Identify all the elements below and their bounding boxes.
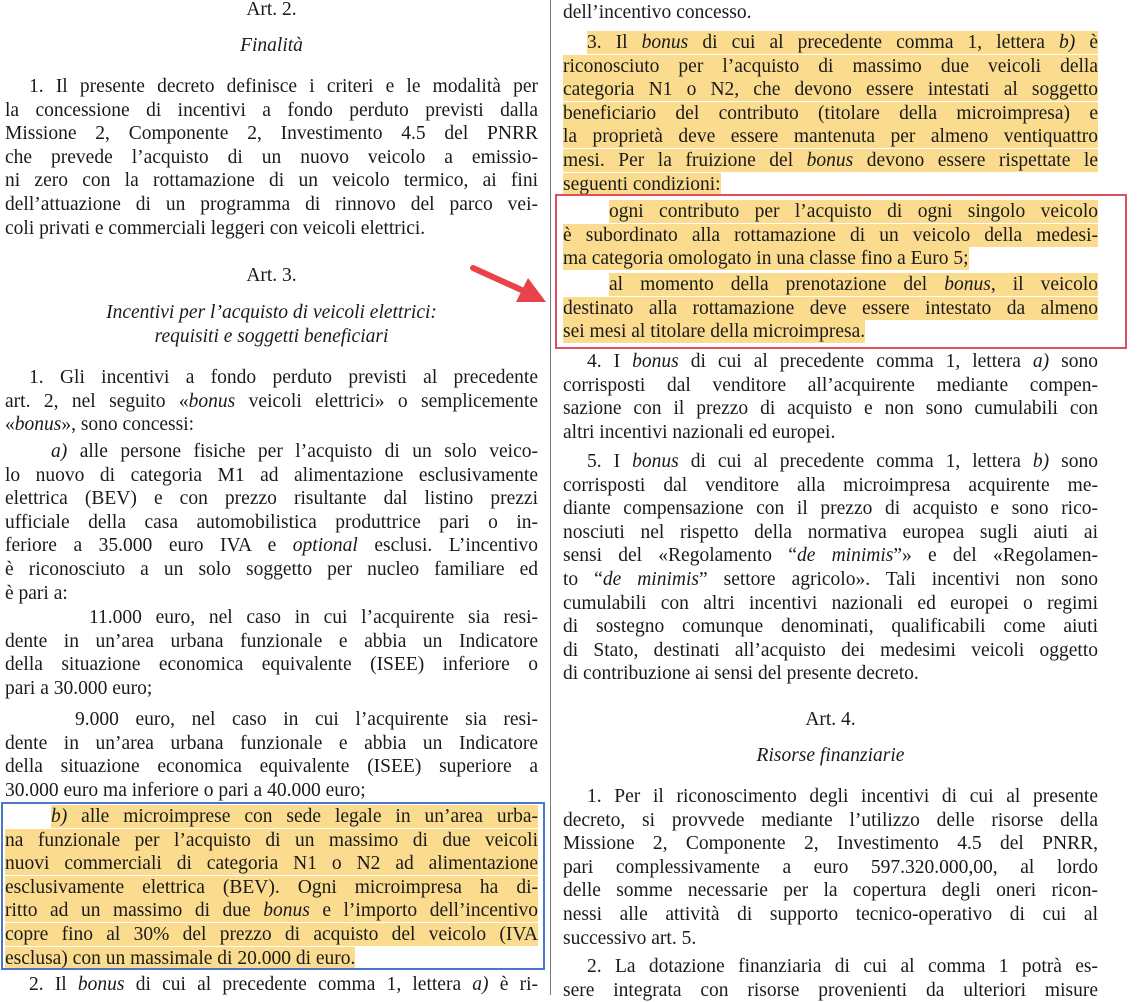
text-line: Missione 2, Componente 2, Investimento 4.5 del PNRR: [5, 123, 538, 145]
text-line: [563, 31, 1098, 55]
highlight: mesi. Per la fruizione del bonus devono essere rispettate le: [563, 149, 1098, 171]
text-line: dente in un’area urbana funzionale e abbia un Indicatore: [5, 732, 538, 754]
text-line: di sostegno comunque denominati, qualificabili come aiuti: [563, 616, 1098, 638]
text-line: coli privati e commerciali leggeri con veicoli elettrici.: [5, 217, 426, 239]
art4-subtitle: Risorse finanziarie: [756, 745, 905, 766]
text-line: nosciuti nel rispetto della normativa europea sugli aiuti ai: [563, 521, 1098, 543]
art3-paragraph-1: [5, 366, 538, 437]
text-line: feriore a 35.000 euro IVA e optional esclusi. L’incentivo: [5, 535, 538, 557]
text-line: pari complessivamente a euro 597.320.000,00, al lordo: [563, 856, 1098, 878]
text-line: corrisposti dal venditore alla microimpresa acquirente me-: [563, 474, 1098, 496]
highlight: beneficiario del contributo (titolare della microimpresa) e: [563, 102, 1098, 124]
art4-title: Art. 4.: [805, 709, 856, 730]
text-line: sere integrata con risorse provenienti da ulteriori misure: [563, 979, 1098, 1001]
text-line: cumulabili con altri incentivi nazionali ed europei o regimi: [563, 592, 1098, 614]
art3-subtitle-line-1: Incentivi per l’acquisto di veicoli elettrici:: [106, 302, 437, 323]
text-line: 5. I bonus di cui al precedente comma 1, lettera b) sono: [587, 451, 1099, 472]
art3-paragraph-5: [563, 450, 1098, 686]
highlight: esclusa) con un massimale di 20.000 di euro.: [5, 947, 356, 969]
art2-title: Art. 2.: [246, 0, 297, 20]
art3-title: Art. 3.: [246, 265, 297, 286]
text-line: [563, 78, 1098, 102]
text-line: dell’attuazione di un programma di rinnovo del parco vei-: [5, 193, 538, 215]
highlight: esclusivamente elettrica (BEV). Ogni microimpresa ha di-: [5, 876, 538, 898]
highlight: destinato alla rottamazione deve essere intestato da almeno: [563, 297, 1098, 319]
red-arrow-icon: [468, 262, 550, 310]
text-line: 11.000 euro, nel caso in cui l’acquirente sia resi-: [89, 607, 538, 628]
text-line: diante compensazione con il prezzo di acquisto e sono rico-: [563, 498, 1098, 520]
highlight: categoria N1 o N2, che devono essere intestati al soggetto: [563, 79, 1098, 101]
text-line: è pari a:: [5, 582, 68, 604]
text-line: elettrica (BEV) e con prezzo risultante dal listino prezzi: [5, 488, 538, 510]
text-line: ni zero con la rottamazione di un veicolo termico, ai fini: [5, 170, 538, 192]
text-line: è riconosciuto a un solo soggetto per nucleo familiare ed: [5, 558, 538, 580]
highlight: ogni contributo per l’acquisto di ogni singolo veicolo: [609, 201, 1098, 222]
text-line: delle somme necessarie per la copertura degli oneri ricon-: [563, 880, 1098, 902]
text-line: art. 2, nel seguito «bonus veicoli elettrici» o semplicemente: [5, 390, 538, 412]
text-line: la concessione di incentivi a fondo perduto previsti dalla: [5, 99, 538, 121]
highlight: 3. Il bonus di cui al precedente comma 1, lettera b) è: [587, 32, 1099, 53]
highlight: copre fino al 30% del prezzo di acquisto del veicolo (IVA: [5, 923, 538, 945]
text-line: 1. Per il riconoscimento degli incentivi di cui al presente: [587, 786, 1098, 807]
text-line: [563, 125, 1098, 149]
text-line: to “de minimis” settore agricolo». Tali incentivi non sono: [563, 568, 1099, 590]
text-line: della situazione economica equivalente (ISEE) superiore a: [5, 756, 538, 778]
text-line: nessi alle attività di supporto tecnico-operativo di cui al: [563, 903, 1098, 925]
text-line: che prevede l’acquisto di un nuovo veicolo a emissio-: [5, 146, 538, 168]
text-line: corrisposti dal venditore all’acquirente mediante compen-: [563, 374, 1098, 396]
text-line: [563, 102, 1098, 126]
text-line: 1. Gli incentivi a fondo perduto previsti al precedente: [29, 367, 538, 388]
art2-paragraph-1: [5, 75, 538, 240]
text-line: pari a 30.000 euro;: [5, 677, 153, 699]
highlight: seguenti condizioni:: [563, 173, 721, 195]
art3-paragraph-4: [563, 350, 1098, 444]
text-line: 1. Il presente decreto definisce i criteri e le modalità per: [29, 76, 538, 97]
text-line: 2. Il bonus di cui al precedente comma 1, lettera a) è ri-: [29, 974, 538, 995]
text-line: decreto, si provvede mediante l’utilizzo delle risorse della: [563, 809, 1098, 831]
blue-annotation-box: [1, 802, 545, 970]
art3-a-item-1: [5, 606, 538, 700]
continuation-line: dell’incentivo concesso.: [563, 2, 752, 23]
text-line: altri incentivi nazionali ed europei.: [563, 421, 836, 443]
text-line: «bonus», sono concessi:: [5, 414, 195, 436]
highlight: sei mesi al titolare della microimpresa.: [563, 321, 866, 343]
highlight: la proprietà deve essere mantenuta per almeno ventiquattro: [563, 126, 1098, 148]
art2-subtitle: Finalità: [240, 35, 303, 56]
text-line: [563, 173, 1098, 197]
text-line: sazione con il prezzo di acquisto e non sono cumulabili con: [563, 398, 1098, 420]
text-line: [563, 149, 1098, 173]
art3-letter-a: [5, 440, 538, 605]
highlight: ma categoria omologato in una classe fino a Euro 5;: [563, 248, 969, 270]
text-line: a) alle persone fisiche per l’acquisto di un solo veico-: [51, 441, 538, 462]
art3-a-item-2: [5, 708, 538, 802]
art3-paragraph-3-highlighted: [563, 31, 1098, 196]
highlight: nuovi commerciali di categoria N1 o N2 ad alimentazione: [5, 853, 538, 875]
text-line: di contribuzione ai sensi del presente decreto.: [563, 663, 919, 685]
text-line: ufficiale della casa automobilistica produttrice pari o in-: [5, 511, 538, 533]
highlight: na funzionale per l’acquisto di un massimo di due veicoli: [5, 829, 538, 851]
text-line: successivo art. 5.: [563, 927, 697, 949]
text-line: Missione 2, Componente 2, Investimento 4.5 del PNRR,: [563, 833, 1098, 855]
highlight: è subordinato alla rottamazione di un veicolo della medesi-: [563, 224, 1098, 246]
text-line: sensi del «Regolamento “de minimis”» e del «Regolamen-: [563, 545, 1099, 567]
column-divider: [550, 0, 551, 995]
highlight: al momento della prenotazione del bonus, il veicolo: [609, 274, 1098, 295]
text-line: lo nuovo di categoria M1 ad alimentazione esclusivamente: [5, 464, 538, 486]
art4-paragraph-1: [563, 785, 1098, 950]
text-line: 4. I bonus di cui al precedente comma 1, lettera a) sono: [587, 351, 1099, 372]
text-line: di Stato, destinati all’acquisto dei medesimi veicoli oggetto: [563, 639, 1098, 661]
art3-subtitle-line-2: requisiti e soggetti beneficiari: [154, 326, 389, 347]
highlight: ritto ad un massimo di due bonus e l’importo dell’incentivo: [5, 900, 538, 922]
text-line: 9.000 euro, nel caso in cui l’acquirente sia resi-: [75, 709, 538, 730]
text-line: dente in un’area urbana funzionale e abbia un Indicatore: [5, 630, 538, 652]
red-annotation-box: [555, 194, 1127, 349]
text-line: [563, 55, 1098, 79]
text-line: 30.000 euro ma inferiore o pari a 40.000 euro;: [5, 779, 366, 801]
text-line: 2. La dotazione finanziaria di cui al comma 1 potrà es-: [587, 956, 1098, 977]
art3-paragraph-2-start: [5, 973, 538, 997]
highlight: b) alle microimprese con sede legale in un’area urba-: [51, 806, 538, 827]
highlight: riconosciuto per l’acquisto di massimo due veicoli della: [563, 55, 1098, 77]
text-line: della situazione economica equivalente (ISEE) inferiore o: [5, 654, 538, 676]
